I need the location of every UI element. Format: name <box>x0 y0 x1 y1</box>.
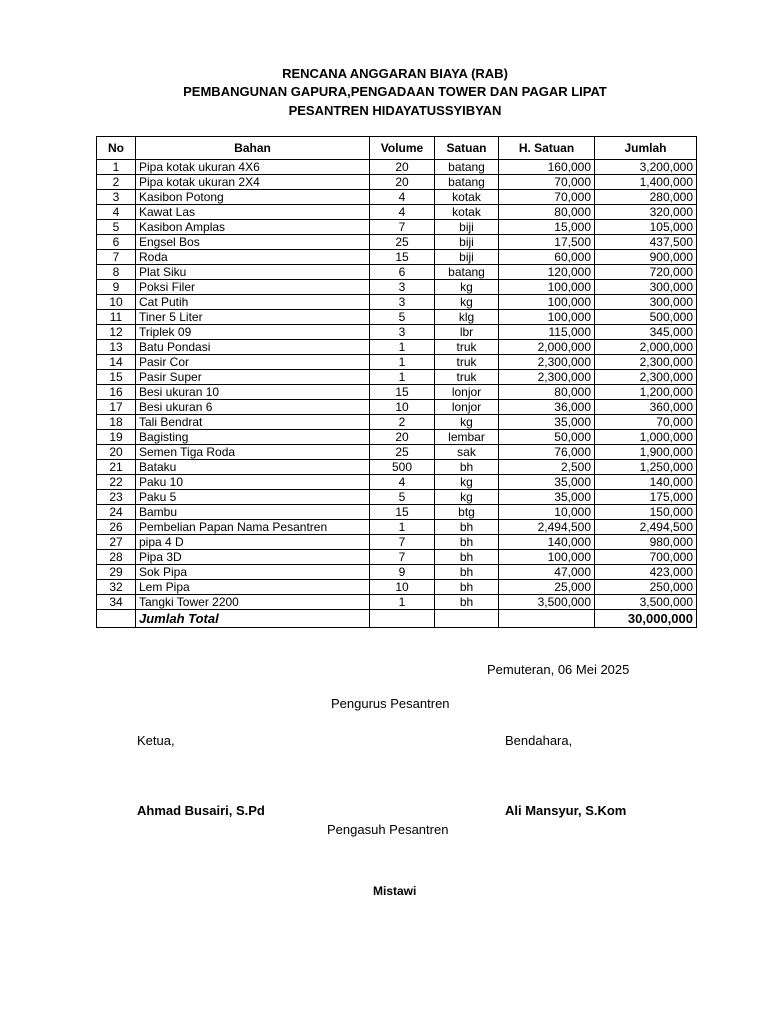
cell-bahan: Paku 10 <box>136 475 370 490</box>
table-row <box>97 445 697 460</box>
total-label: Jumlah Total <box>136 610 370 628</box>
cell-volume: 3 <box>370 280 435 295</box>
cell-harga-satuan: 2,500 <box>499 460 595 475</box>
cell-no: 15 <box>97 370 136 385</box>
cell-jumlah: 900,000 <box>595 250 697 265</box>
table-row <box>97 400 697 415</box>
cell-no: 27 <box>97 535 136 550</box>
cell-volume: 20 <box>370 175 435 190</box>
cell-volume: 15 <box>370 505 435 520</box>
cell-satuan: biji <box>435 250 499 265</box>
table-row <box>97 295 697 310</box>
cell-satuan: kg <box>435 490 499 505</box>
cell-harga-satuan: 2,300,000 <box>499 355 595 370</box>
cell-volume: 20 <box>370 430 435 445</box>
header-bahan: Bahan <box>136 137 370 160</box>
cell-jumlah: 720,000 <box>595 265 697 280</box>
cell-satuan: lbr <box>435 325 499 340</box>
document-title: RENCANA ANGGARAN BIAYA (RAB) <box>282 66 508 81</box>
budget-table <box>96 136 697 628</box>
cell-volume: 1 <box>370 595 435 610</box>
cell-harga-satuan: 100,000 <box>499 280 595 295</box>
cell-bahan: Batu Pondasi <box>136 340 370 355</box>
table-row <box>97 505 697 520</box>
cell-volume: 4 <box>370 205 435 220</box>
cell-volume: 25 <box>370 445 435 460</box>
cell-jumlah: 3,500,000 <box>595 595 697 610</box>
cell-bahan: pipa 4 D <box>136 535 370 550</box>
bendahara-name: Ali Mansyur, S.Kom <box>505 803 627 818</box>
cell-satuan: btg <box>435 505 499 520</box>
cell-no: 2 <box>97 175 136 190</box>
cell-volume: 500 <box>370 460 435 475</box>
cell-jumlah: 320,000 <box>595 205 697 220</box>
total-empty-harga <box>499 610 595 628</box>
cell-satuan: kg <box>435 475 499 490</box>
cell-satuan: kotak <box>435 205 499 220</box>
cell-no: 13 <box>97 340 136 355</box>
cell-bahan: Tangki Tower 2200 <box>136 595 370 610</box>
cell-no: 20 <box>97 445 136 460</box>
cell-volume: 10 <box>370 580 435 595</box>
cell-bahan: Kasibon Amplas <box>136 220 370 235</box>
total-value: 30,000,000 <box>595 610 697 628</box>
cell-bahan: Triplek 09 <box>136 325 370 340</box>
cell-no: 19 <box>97 430 136 445</box>
cell-no: 10 <box>97 295 136 310</box>
cell-no: 23 <box>97 490 136 505</box>
cell-satuan: kg <box>435 295 499 310</box>
table-row <box>97 535 697 550</box>
cell-volume: 6 <box>370 265 435 280</box>
cell-satuan: batang <box>435 265 499 280</box>
cell-satuan: bh <box>435 460 499 475</box>
cell-bahan: Engsel Bos <box>136 235 370 250</box>
cell-satuan: kotak <box>435 190 499 205</box>
cell-volume: 1 <box>370 355 435 370</box>
ketua-label: Ketua, <box>137 733 175 748</box>
cell-jumlah: 2,300,000 <box>595 370 697 385</box>
cell-volume: 20 <box>370 160 435 175</box>
cell-jumlah: 2,000,000 <box>595 340 697 355</box>
cell-jumlah: 70,000 <box>595 415 697 430</box>
cell-harga-satuan: 80,000 <box>499 205 595 220</box>
cell-volume: 4 <box>370 190 435 205</box>
cell-jumlah: 150,000 <box>595 505 697 520</box>
table-row <box>97 175 697 190</box>
cell-harga-satuan: 100,000 <box>499 295 595 310</box>
cell-bahan: Bataku <box>136 460 370 475</box>
table-row <box>97 265 697 280</box>
table-row <box>97 415 697 430</box>
pengasuh-name: Mistawi <box>373 884 417 898</box>
cell-bahan: Semen Tiga Roda <box>136 445 370 460</box>
total-empty-volume <box>370 610 435 628</box>
cell-jumlah: 175,000 <box>595 490 697 505</box>
cell-no: 26 <box>97 520 136 535</box>
cell-no: 9 <box>97 280 136 295</box>
cell-satuan: bh <box>435 580 499 595</box>
table-row <box>97 370 697 385</box>
cell-no: 8 <box>97 265 136 280</box>
cell-no: 5 <box>97 220 136 235</box>
cell-satuan: biji <box>435 235 499 250</box>
cell-satuan: biji <box>435 220 499 235</box>
cell-no: 17 <box>97 400 136 415</box>
cell-no: 28 <box>97 550 136 565</box>
cell-satuan: truk <box>435 340 499 355</box>
cell-harga-satuan: 70,000 <box>499 190 595 205</box>
cell-jumlah: 140,000 <box>595 475 697 490</box>
cell-bahan: Pasir Cor <box>136 355 370 370</box>
table-row <box>97 550 697 565</box>
header-jumlah: Jumlah <box>595 137 697 160</box>
table-row <box>97 385 697 400</box>
cell-harga-satuan: 17,500 <box>499 235 595 250</box>
cell-volume: 15 <box>370 385 435 400</box>
cell-harga-satuan: 100,000 <box>499 310 595 325</box>
cell-harga-satuan: 2,300,000 <box>499 370 595 385</box>
table-row <box>97 250 697 265</box>
cell-satuan: bh <box>435 565 499 580</box>
cell-bahan: Kasibon Potong <box>136 190 370 205</box>
table-row <box>97 565 697 580</box>
table-row <box>97 220 697 235</box>
cell-harga-satuan: 25,000 <box>499 580 595 595</box>
cell-volume: 10 <box>370 400 435 415</box>
cell-volume: 1 <box>370 370 435 385</box>
cell-no: 18 <box>97 415 136 430</box>
cell-jumlah: 345,000 <box>595 325 697 340</box>
cell-no: 14 <box>97 355 136 370</box>
cell-bahan: Bagisting <box>136 430 370 445</box>
cell-jumlah: 2,494,500 <box>595 520 697 535</box>
cell-harga-satuan: 35,000 <box>499 475 595 490</box>
table-row <box>97 205 697 220</box>
table-row <box>97 490 697 505</box>
cell-jumlah: 3,200,000 <box>595 160 697 175</box>
cell-bahan: Lem Pipa <box>136 580 370 595</box>
cell-volume: 4 <box>370 475 435 490</box>
place-date: Pemuteran, 06 Mei 2025 <box>487 662 630 677</box>
cell-no: 34 <box>97 595 136 610</box>
cell-satuan: lembar <box>435 430 499 445</box>
cell-harga-satuan: 100,000 <box>499 550 595 565</box>
table-row <box>97 325 697 340</box>
cell-volume: 9 <box>370 565 435 580</box>
cell-jumlah: 500,000 <box>595 310 697 325</box>
cell-harga-satuan: 76,000 <box>499 445 595 460</box>
table-row <box>97 520 697 535</box>
cell-volume: 3 <box>370 295 435 310</box>
table-row <box>97 340 697 355</box>
cell-satuan: batang <box>435 160 499 175</box>
cell-jumlah: 1,900,000 <box>595 445 697 460</box>
pengasuh-label: Pengasuh Pesantren <box>327 822 449 837</box>
cell-volume: 7 <box>370 535 435 550</box>
cell-harga-satuan: 2,000,000 <box>499 340 595 355</box>
cell-satuan: klg <box>435 310 499 325</box>
cell-no: 22 <box>97 475 136 490</box>
cell-no: 7 <box>97 250 136 265</box>
cell-jumlah: 360,000 <box>595 400 697 415</box>
cell-volume: 3 <box>370 325 435 340</box>
cell-satuan: bh <box>435 520 499 535</box>
cell-jumlah: 1,000,000 <box>595 430 697 445</box>
cell-jumlah: 300,000 <box>595 280 697 295</box>
total-empty-no <box>97 610 136 628</box>
table-row <box>97 430 697 445</box>
cell-no: 3 <box>97 190 136 205</box>
table-row <box>97 160 697 175</box>
table-row <box>97 280 697 295</box>
cell-satuan: lonjor <box>435 400 499 415</box>
cell-bahan: Bambu <box>136 505 370 520</box>
table-row <box>97 355 697 370</box>
cell-jumlah: 980,000 <box>595 535 697 550</box>
table-header-row <box>97 137 697 160</box>
cell-bahan: Pipa kotak ukuran 4X6 <box>136 160 370 175</box>
cell-jumlah: 437,500 <box>595 235 697 250</box>
cell-harga-satuan: 120,000 <box>499 265 595 280</box>
cell-satuan: batang <box>435 175 499 190</box>
cell-jumlah: 1,400,000 <box>595 175 697 190</box>
cell-no: 32 <box>97 580 136 595</box>
pengurus-label: Pengurus Pesantren <box>331 696 450 711</box>
cell-satuan: truk <box>435 355 499 370</box>
cell-volume: 1 <box>370 340 435 355</box>
cell-bahan: Besi ukuran 6 <box>136 400 370 415</box>
cell-harga-satuan: 36,000 <box>499 400 595 415</box>
cell-harga-satuan: 115,000 <box>499 325 595 340</box>
cell-satuan: lonjor <box>435 385 499 400</box>
cell-harga-satuan: 70,000 <box>499 175 595 190</box>
table-row <box>97 190 697 205</box>
header-satuan: Satuan <box>435 137 499 160</box>
cell-satuan: bh <box>435 535 499 550</box>
cell-bahan: Sok Pipa <box>136 565 370 580</box>
cell-no: 4 <box>97 205 136 220</box>
bendahara-label: Bendahara, <box>505 733 573 748</box>
cell-jumlah: 1,250,000 <box>595 460 697 475</box>
cell-bahan: Tiner 5 Liter <box>136 310 370 325</box>
cell-bahan: Tali Bendrat <box>136 415 370 430</box>
cell-volume: 7 <box>370 550 435 565</box>
cell-harga-satuan: 80,000 <box>499 385 595 400</box>
cell-no: 24 <box>97 505 136 520</box>
cell-volume: 2 <box>370 415 435 430</box>
cell-satuan: kg <box>435 415 499 430</box>
cell-bahan: Plat Siku <box>136 265 370 280</box>
cell-harga-satuan: 47,000 <box>499 565 595 580</box>
cell-bahan: Pipa kotak ukuran 2X4 <box>136 175 370 190</box>
document-organization: PESANTREN HIDAYATUSSYIBYAN <box>288 103 502 118</box>
cell-no: 21 <box>97 460 136 475</box>
cell-harga-satuan: 160,000 <box>499 160 595 175</box>
cell-bahan: Roda <box>136 250 370 265</box>
cell-satuan: truk <box>435 370 499 385</box>
cell-satuan: bh <box>435 595 499 610</box>
cell-harga-satuan: 15,000 <box>499 220 595 235</box>
cell-bahan: Cat Putih <box>136 295 370 310</box>
cell-volume: 1 <box>370 520 435 535</box>
cell-no: 12 <box>97 325 136 340</box>
cell-volume: 5 <box>370 490 435 505</box>
cell-volume: 15 <box>370 250 435 265</box>
cell-bahan: Pasir Super <box>136 370 370 385</box>
cell-volume: 5 <box>370 310 435 325</box>
cell-bahan: Kawat Las <box>136 205 370 220</box>
cell-jumlah: 423,000 <box>595 565 697 580</box>
cell-volume: 25 <box>370 235 435 250</box>
cell-jumlah: 2,300,000 <box>595 355 697 370</box>
cell-no: 1 <box>97 160 136 175</box>
cell-volume: 7 <box>370 220 435 235</box>
cell-harga-satuan: 60,000 <box>499 250 595 265</box>
cell-harga-satuan: 140,000 <box>499 535 595 550</box>
total-empty-satuan <box>435 610 499 628</box>
cell-bahan: Besi ukuran 10 <box>136 385 370 400</box>
cell-jumlah: 700,000 <box>595 550 697 565</box>
cell-harga-satuan: 35,000 <box>499 490 595 505</box>
header-harga-satuan: H. Satuan <box>499 137 595 160</box>
table-body <box>97 160 697 610</box>
cell-harga-satuan: 10,000 <box>499 505 595 520</box>
cell-no: 11 <box>97 310 136 325</box>
cell-harga-satuan: 3,500,000 <box>499 595 595 610</box>
ketua-name: Ahmad Busairi, S.Pd <box>137 803 265 818</box>
table-row <box>97 310 697 325</box>
cell-harga-satuan: 35,000 <box>499 415 595 430</box>
cell-satuan: kg <box>435 280 499 295</box>
table-row <box>97 580 697 595</box>
cell-bahan: Pembelian Papan Nama Pesantren <box>136 520 370 535</box>
cell-satuan: bh <box>435 550 499 565</box>
cell-no: 6 <box>97 235 136 250</box>
table-row <box>97 235 697 250</box>
cell-bahan: Paku 5 <box>136 490 370 505</box>
cell-jumlah: 105,000 <box>595 220 697 235</box>
cell-jumlah: 1,200,000 <box>595 385 697 400</box>
cell-satuan: sak <box>435 445 499 460</box>
document-subtitle: PEMBANGUNAN GAPURA,PENGADAAN TOWER DAN PAGAR LIPAT <box>183 84 607 99</box>
cell-jumlah: 250,000 <box>595 580 697 595</box>
cell-no: 29 <box>97 565 136 580</box>
total-row <box>97 610 697 628</box>
cell-jumlah: 300,000 <box>595 295 697 310</box>
cell-no: 16 <box>97 385 136 400</box>
header-no: No <box>97 137 136 160</box>
table-row <box>97 475 697 490</box>
cell-bahan: Pipa 3D <box>136 550 370 565</box>
header-volume: Volume <box>370 137 435 160</box>
cell-bahan: Poksi Filer <box>136 280 370 295</box>
table-row <box>97 460 697 475</box>
cell-harga-satuan: 2,494,500 <box>499 520 595 535</box>
table-row <box>97 595 697 610</box>
cell-jumlah: 280,000 <box>595 190 697 205</box>
cell-harga-satuan: 50,000 <box>499 430 595 445</box>
